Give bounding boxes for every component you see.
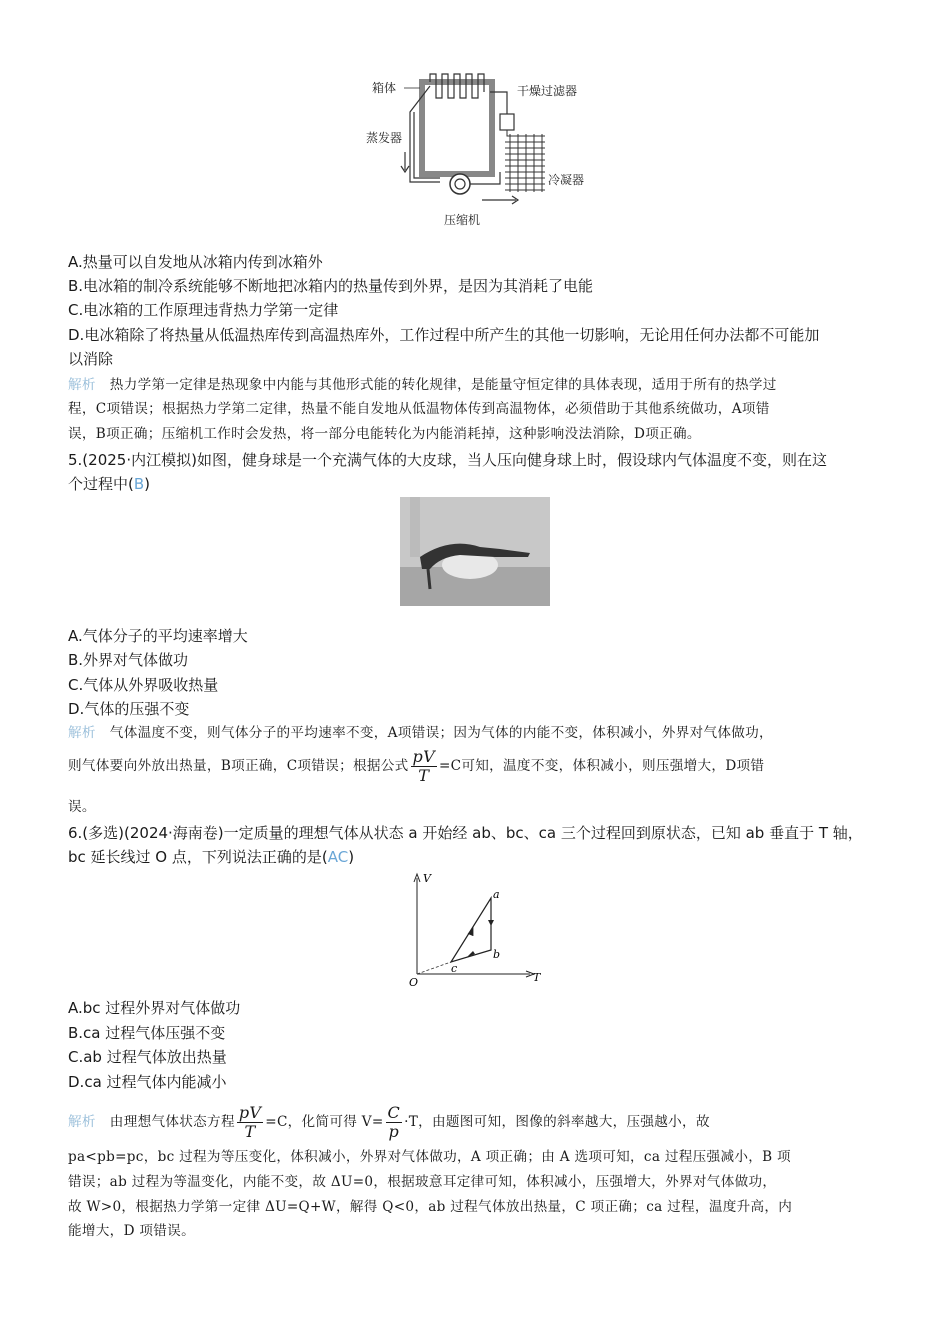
compressor-icon xyxy=(450,174,470,194)
q6-stem-line1: 6.(多选)(2024·海南卷)一定质量的理想气体从状态 a 开始经 ab、bc、ca 三个过程回到原状态，已知 ab 垂直于 T 轴， xyxy=(68,824,863,842)
q6-option-c: C.ab 过程气体放出热量 xyxy=(68,1048,227,1066)
q5-analysis-line3: 误。 xyxy=(68,799,96,815)
origin-label: O xyxy=(409,976,419,989)
q6-option-a: A.bc 过程外界对气体做功 xyxy=(68,999,241,1017)
q6-analysis-line3: 错误；ab 过程为等温变化，内能不变，故 ΔU=0，根据玻意耳定律可知，体积减小，压强增大，外界对气体做功， xyxy=(68,1174,777,1190)
point-b-label: b xyxy=(493,948,501,961)
fitness-ball-photo xyxy=(400,497,550,606)
refrigerator-diagram xyxy=(360,72,600,232)
q4-analysis-line3: 误，B项正确；压缩机工作时会发热，将一部分电能转化为内能消耗掉，这种影响没法消除，D项正确。 xyxy=(68,426,701,442)
formula-fraction-2: $\frac{C}{p}$ xyxy=(387,1103,401,1141)
q4-option-d: D.电冰箱除了将热量从低温热库传到高温热库外，工作过程中所产生的其他一切影响，无论用任何办法都不可能加 xyxy=(68,326,820,344)
q5-analysis-line1: 解析 气体温度不变，则气体分子的平均速率不变，A项错误；因为气体的内能不变，体积减小，外界对气体做功， xyxy=(68,725,773,741)
q4-option-a: A.热量可以自发地从冰箱内传到冰箱外 xyxy=(68,253,323,271)
box-body xyxy=(422,82,492,174)
q6-stem-line2: bc 延长线过 O 点，下列说法正确的是(AC) xyxy=(68,848,355,866)
q5-option-b: B.外界对气体做功 xyxy=(68,651,189,669)
q6-analysis-line4: 故 W>0，根据热力学第一定律 ΔU=Q+W，解得 Q<0，ab 过程气体放出热量，C 项正确；ca 过程，温度升高，内 xyxy=(68,1199,793,1215)
q5-answer: B xyxy=(133,475,145,493)
q6-answer: AC xyxy=(327,848,349,866)
axis-t-label: T xyxy=(533,971,541,984)
q4-option-c: C.电冰箱的工作原理违背热力学第一定律 xyxy=(68,301,339,319)
formula-fraction-1: $\frac{pV}{T}$ xyxy=(238,1103,262,1141)
analysis-tag: 解析 xyxy=(68,377,96,393)
evaporator-coil xyxy=(430,74,484,98)
vt-graph xyxy=(405,870,550,990)
q6-analysis-line1: 解析 由理想气体状态方程 $\frac{pV}{T}$ =C，化简可得 V= $\frac{C}{p}$ ·T，由题图可知，图像的斜率越大，压强越小，故 xyxy=(68,1103,710,1141)
point-c-label: c xyxy=(451,962,458,975)
axis-v-label: V xyxy=(423,872,431,885)
q6-option-d: D.ca 过程气体内能减小 xyxy=(68,1073,227,1091)
label-evaporator: 蒸发器 xyxy=(366,131,403,145)
q5-option-a: A.气体分子的平均速率增大 xyxy=(68,627,248,645)
analysis-tag: 解析 xyxy=(68,725,96,741)
point-a-label: a xyxy=(493,888,500,901)
q5-stem-line2: 个过程中(B) xyxy=(68,475,151,493)
label-compressor: 压缩机 xyxy=(444,213,481,227)
q6-analysis-line5: 能增大，D 项错误。 xyxy=(68,1223,195,1239)
label-box: 箱体 xyxy=(372,81,397,95)
analysis-tag: 解析 xyxy=(68,1114,96,1130)
q6-analysis-line2: pa<pb=pc，bc 过程为等压变化，体积减小，外界对气体做功，A 项正确；由 A 选项可知，ca 过程压强减小，B 项 xyxy=(68,1149,791,1165)
q4-option-d-cont: 以消除 xyxy=(68,350,114,368)
q4-option-b: B.电冰箱的制冷系统能够不断地把冰箱内的热量传到外界，是因为其消耗了电能 xyxy=(68,277,594,295)
q4-analysis-line2: 程，C项错误；根据热力学第二定律，热量不能自发地从低温物体传到高温物体，必须借助于其他系统做功，A项错 xyxy=(68,401,770,417)
label-condenser: 冷凝器 xyxy=(548,173,585,187)
q5-stem-line1: 5.(2025·内江模拟)如图，健身球是一个充满气体的大皮球，当人压向健身球上时，假设球内气体温度不变，则在这 xyxy=(68,451,827,469)
q5-option-c: C.气体从外界吸收热量 xyxy=(68,676,219,694)
q5-option-d: D.气体的压强不变 xyxy=(68,700,190,718)
formula-fraction: $\frac{pV}{T}$ xyxy=(412,747,435,785)
q5-analysis-line2: 则气体要向外放出热量，B项正确，C项错误；根据公式 $\frac{pV}{T}$ =C可知，温度不变，体积减小，则压强增大，D项错 xyxy=(68,747,765,785)
q4-analysis-line1: 解析 热力学第一定律是热现象中内能与其他形式能的转化规律，是能量守恒定律的具体表现，适用于所有的热学过 xyxy=(68,377,777,393)
filter-box xyxy=(500,114,514,130)
q6-option-b: B.ca 过程气体压强不变 xyxy=(68,1024,226,1042)
label-filter: 干燥过滤器 xyxy=(517,84,578,98)
condenser-coil xyxy=(505,130,545,192)
